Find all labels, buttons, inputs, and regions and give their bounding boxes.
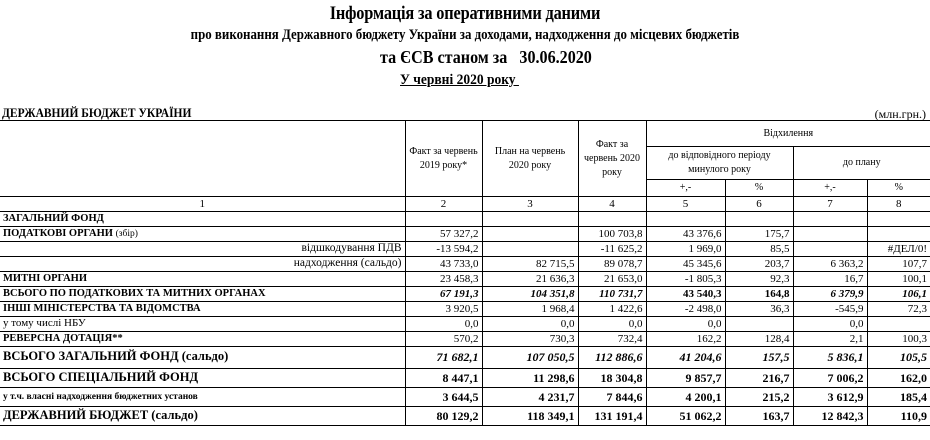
row-label xyxy=(0,347,405,369)
row-value: 118 349,1 xyxy=(482,407,578,426)
row-value: 36,3 xyxy=(725,302,793,317)
row-value xyxy=(646,212,725,227)
row-value: 175,7 xyxy=(725,227,793,242)
row-value xyxy=(725,317,793,332)
row-value: 100,3 xyxy=(867,332,930,347)
row-value: 105,5 xyxy=(867,347,930,369)
row-value: 57 327,2 xyxy=(405,227,482,242)
row-value xyxy=(482,212,578,227)
row-label xyxy=(0,407,405,426)
row-value: -13 594,2 xyxy=(405,242,482,257)
table-row xyxy=(0,369,930,388)
table-row xyxy=(0,317,930,332)
row-value xyxy=(793,227,867,242)
row-value: 157,5 xyxy=(725,347,793,369)
header-dev-plan: до плану xyxy=(793,147,930,180)
row-label-text: ВСЬОГО СПЕЦІАЛЬНИЙ ФОНД xyxy=(3,369,199,384)
row-value: 1 422,6 xyxy=(578,302,646,317)
row-value xyxy=(867,212,930,227)
row-value: 216,7 xyxy=(725,369,793,388)
row-value: 0,0 xyxy=(482,317,578,332)
table-row xyxy=(0,257,930,272)
row-label-text: ВСЬОГО ПО ПОДАТКОВИХ ТА МИТНИХ ОРГАНАХ xyxy=(3,288,266,299)
row-value: 21 636,3 xyxy=(482,272,578,287)
row-value: 5 836,1 xyxy=(793,347,867,369)
row-label-text: у т.ч. власні надходження бюджетних установ xyxy=(3,391,198,402)
column-number-row xyxy=(0,197,930,212)
row-value: 203,7 xyxy=(725,257,793,272)
col-num: 8 xyxy=(867,197,930,212)
row-value: 82 715,5 xyxy=(482,257,578,272)
row-label-text: РЕВЕРСНА ДОТАЦІЯ** xyxy=(3,333,123,344)
row-label-text: МИТНІ ОРГАНИ xyxy=(3,273,87,284)
col-num: 5 xyxy=(646,197,725,212)
row-value xyxy=(578,212,646,227)
row-value: 43 733,0 xyxy=(405,257,482,272)
row-value: 12 842,3 xyxy=(793,407,867,426)
row-label-text: ІНШІ МІНІСТЕРСТВА ТА ВІДОМСТВА xyxy=(3,303,201,314)
row-value: 4 200,1 xyxy=(646,388,725,407)
report-title: Інформація за оперативними даними xyxy=(329,3,601,24)
table-row xyxy=(0,302,930,317)
row-value: 0,0 xyxy=(646,317,725,332)
row-label xyxy=(0,287,405,302)
row-value: 162,0 xyxy=(867,369,930,388)
header-pct-prev: % xyxy=(725,180,793,197)
row-value: 110 731,7 xyxy=(578,287,646,302)
row-value: 104 351,8 xyxy=(482,287,578,302)
row-label xyxy=(0,272,405,287)
header-plan-2020: План на червень 2020 року xyxy=(482,121,578,197)
row-value: 51 062,2 xyxy=(646,407,725,426)
row-label-text: ВСЬОГО ЗАГАЛЬНИЙ ФОНД (сальдо) xyxy=(3,349,229,363)
row-value: 106,1 xyxy=(867,287,930,302)
row-value: 85,5 xyxy=(725,242,793,257)
table-row xyxy=(0,227,930,242)
row-value: -11 625,2 xyxy=(578,242,646,257)
row-value: 0,0 xyxy=(405,317,482,332)
row-value: 41 204,6 xyxy=(646,347,725,369)
row-value: 2,1 xyxy=(793,332,867,347)
unit-label: (млн.грн.) xyxy=(874,107,926,121)
row-label-text: у тому числі НБУ xyxy=(3,317,86,329)
row-value: -2 498,0 xyxy=(646,302,725,317)
row-value: 23 458,3 xyxy=(405,272,482,287)
col-num: 3 xyxy=(482,197,578,212)
row-label xyxy=(0,317,405,332)
row-value xyxy=(482,242,578,257)
row-value: 215,2 xyxy=(725,388,793,407)
header-fact-2020: Факт за червень 2020 року xyxy=(578,121,646,197)
row-value: 92,3 xyxy=(725,272,793,287)
row-label xyxy=(0,388,405,407)
row-value: 0,0 xyxy=(793,317,867,332)
report-subtitle: про виконання Державного бюджету України за доходами, надходження до місцевих бюджетів xyxy=(190,27,740,43)
row-value: 107 050,5 xyxy=(482,347,578,369)
row-value: 4 231,7 xyxy=(482,388,578,407)
row-value: 112 886,6 xyxy=(578,347,646,369)
row-value: 67 191,3 xyxy=(405,287,482,302)
row-label xyxy=(0,257,405,272)
section-title: ДЕРЖАВНИЙ БЮДЖЕТ УКРАЇНИ xyxy=(2,106,192,120)
table-row xyxy=(0,347,930,369)
row-value: 3 920,5 xyxy=(405,302,482,317)
row-label-text: відшкодування ПДВ xyxy=(301,242,402,254)
row-value: 7 844,6 xyxy=(578,388,646,407)
row-value: 570,2 xyxy=(405,332,482,347)
row-value: 80 129,2 xyxy=(405,407,482,426)
row-label-text: ДЕРЖАВНИЙ БЮДЖЕТ (сальдо) xyxy=(3,407,198,422)
row-value: 185,4 xyxy=(867,388,930,407)
col-num: 2 xyxy=(405,197,482,212)
row-value: 732,4 xyxy=(578,332,646,347)
row-value: 71 682,1 xyxy=(405,347,482,369)
row-label-note: (збір) xyxy=(115,229,138,239)
report-date-line: та ЄСВ станом за 30.06.2020 xyxy=(380,47,592,67)
row-value xyxy=(482,227,578,242)
row-value: 3 644,5 xyxy=(405,388,482,407)
row-value: 43 376,6 xyxy=(646,227,725,242)
col-num: 1 xyxy=(0,197,405,212)
row-value: 21 653,0 xyxy=(578,272,646,287)
header-pct-plan: % xyxy=(867,180,930,197)
budget-table xyxy=(0,120,930,426)
row-label xyxy=(0,332,405,347)
table-row xyxy=(0,332,930,347)
header-abs-prev: +,- xyxy=(646,180,725,197)
row-label xyxy=(0,227,405,242)
row-value xyxy=(867,317,930,332)
col-num: 7 xyxy=(793,197,867,212)
row-value: 1 968,4 xyxy=(482,302,578,317)
row-value xyxy=(725,212,793,227)
row-value xyxy=(793,242,867,257)
row-label xyxy=(0,302,405,317)
row-label xyxy=(0,242,405,257)
table-row xyxy=(0,242,930,257)
row-value: 6 379,9 xyxy=(793,287,867,302)
row-label-text: надходження (сальдо) xyxy=(293,257,402,269)
row-value: 43 540,3 xyxy=(646,287,725,302)
header-label-cell xyxy=(0,121,405,197)
row-value: 0,0 xyxy=(578,317,646,332)
header-deviation: Відхилення xyxy=(646,121,930,147)
row-value: 8 447,1 xyxy=(405,369,482,388)
header-row xyxy=(0,121,930,147)
row-value: 45 345,6 xyxy=(646,257,725,272)
row-value: 6 363,2 xyxy=(793,257,867,272)
table-row xyxy=(0,407,930,426)
row-label xyxy=(0,212,405,227)
row-label-text: ПОДАТКОВІ ОРГАНИ xyxy=(3,228,116,239)
row-value: 16,7 xyxy=(793,272,867,287)
row-value: 3 612,9 xyxy=(793,388,867,407)
row-value: 162,2 xyxy=(646,332,725,347)
row-value: -1 805,3 xyxy=(646,272,725,287)
row-value: 72,3 xyxy=(867,302,930,317)
header-fact-2019: Факт за червень 2019 року* xyxy=(405,121,482,197)
header-dev-prev-year: до відповідного періоду минулого року xyxy=(646,147,793,180)
row-value: 11 298,6 xyxy=(482,369,578,388)
col-num: 6 xyxy=(725,197,793,212)
table-row xyxy=(0,212,930,227)
report-period: У червні 2020 року xyxy=(400,72,519,88)
row-value xyxy=(405,212,482,227)
table-row xyxy=(0,388,930,407)
row-value: -545,9 xyxy=(793,302,867,317)
row-value: 9 857,7 xyxy=(646,369,725,388)
header-abs-plan: +,- xyxy=(793,180,867,197)
row-value: 89 078,7 xyxy=(578,257,646,272)
row-value: 163,7 xyxy=(725,407,793,426)
row-value xyxy=(793,212,867,227)
row-value: 164,8 xyxy=(725,287,793,302)
row-value xyxy=(867,227,930,242)
row-value: 107,7 xyxy=(867,257,930,272)
row-value: 128,4 xyxy=(725,332,793,347)
row-value: 1 969,0 xyxy=(646,242,725,257)
row-value: 18 304,8 xyxy=(578,369,646,388)
col-num: 4 xyxy=(578,197,646,212)
row-value: #ДЕЛ/0! xyxy=(867,242,930,257)
table-row xyxy=(0,272,930,287)
row-value: 131 191,4 xyxy=(578,407,646,426)
row-value: 110,9 xyxy=(867,407,930,426)
row-value: 730,3 xyxy=(482,332,578,347)
row-label-text: ЗАГАЛЬНИЙ ФОНД xyxy=(3,213,104,224)
row-label xyxy=(0,369,405,388)
row-value: 100,1 xyxy=(867,272,930,287)
table-row xyxy=(0,287,930,302)
row-value: 7 006,2 xyxy=(793,369,867,388)
row-value: 100 703,8 xyxy=(578,227,646,242)
